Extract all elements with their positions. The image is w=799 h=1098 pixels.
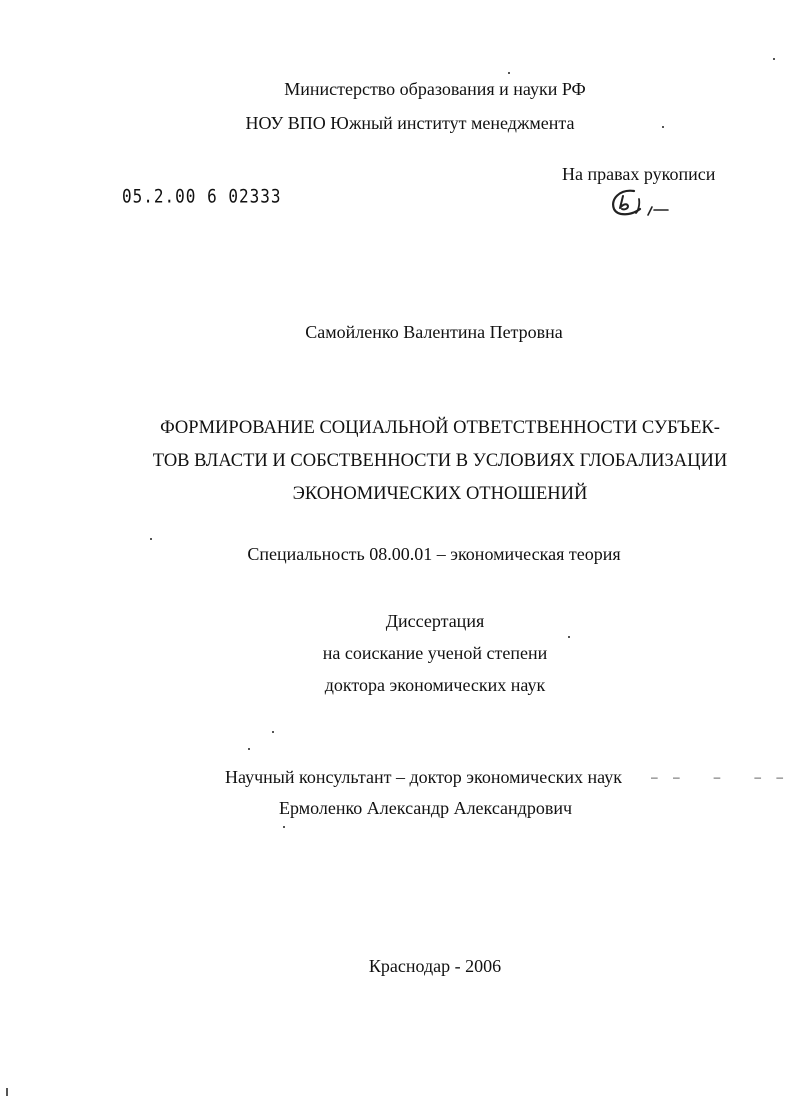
degree-purpose: на соискание ученой степени [322,643,548,663]
scan-speck [6,1088,8,1096]
scan-speck [150,538,152,540]
city-year: Краснодар - 2006 [368,956,502,976]
scan-speck [662,126,664,128]
scan-dash-marks: ‒ ‒ ‒ ‒ ‒ [651,770,790,784]
dissertation-title [100,412,780,511]
ministry-heading: Министерство образования и науки РФ [284,79,586,99]
scan-speck [773,58,775,60]
title-line: ФОРМИРОВАНИЕ СОЦИАЛЬНОЙ ОТВЕТСТВЕННОСТИ СУБЪЕК- [160,418,720,438]
manuscript-rights-note: На правах рукописи [562,164,716,184]
consultant-name: Ермоленко Александр Александрович [279,798,573,818]
handwritten-signature [606,185,676,225]
author-name: Самойленко Валентина Петровна [305,322,563,342]
title-line: ТОВ ВЛАСТИ И СОБСТВЕННОСТИ В УСЛОВИЯХ ГЛОБАЛИЗАЦИИ [152,451,728,471]
scan-speck [272,731,274,733]
registration-code: 05.2.00 6 02333 [122,185,282,207]
consultant-role: Научный консультант – доктор экономических наук [225,767,622,787]
scan-speck [283,826,285,828]
scan-speck [248,748,250,750]
scan-speck [568,636,570,638]
title-line: ЭКОНОМИЧЕСКИХ ОТНОШЕНИЙ [292,484,588,504]
scan-speck [508,72,510,74]
specialty-line: Специальность 08.00.01 – экономическая теория [247,544,621,564]
institute-heading: НОУ ВПО Южный институт менеджмента [245,113,575,133]
dissertation-degree-block [0,605,799,701]
degree-name: доктора экономических наук [324,675,546,695]
dissertation-label: Диссертация [385,611,485,631]
